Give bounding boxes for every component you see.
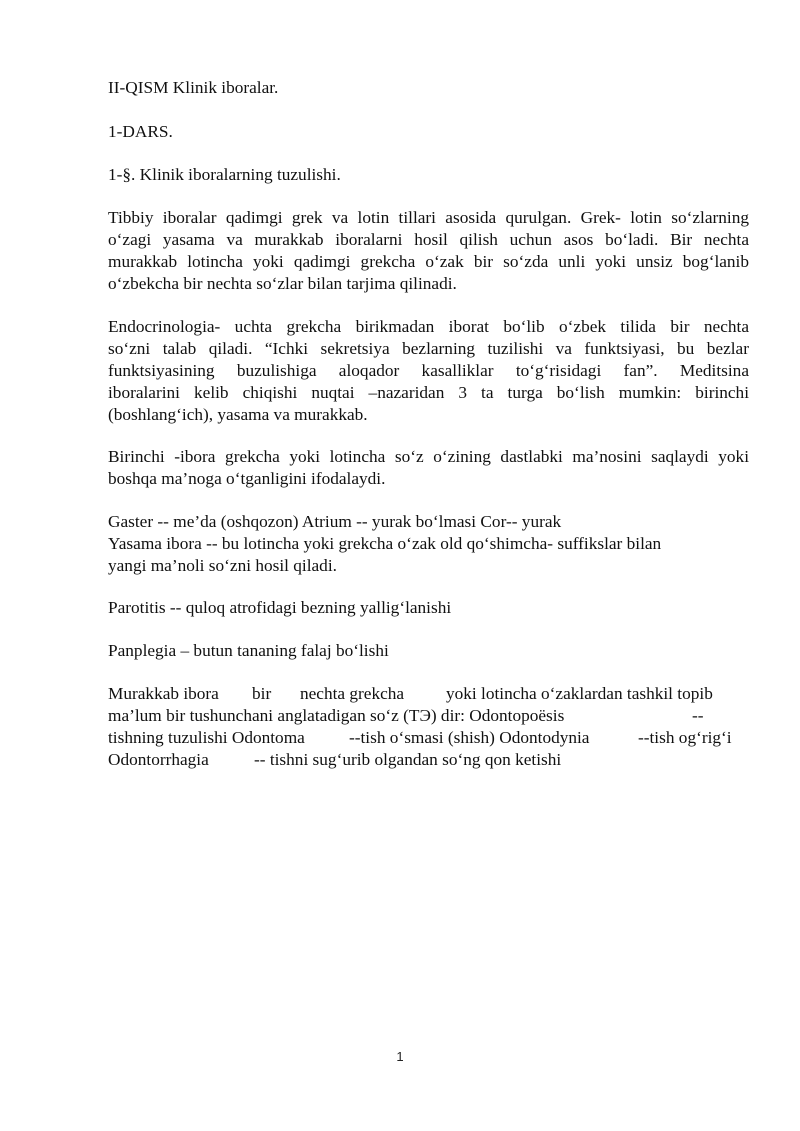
page-number: 1 [396, 1049, 404, 1064]
paragraph-line: (boshlang‘ich), yasama va murakkab. [108, 405, 368, 424]
lesson-title: 1-DARS. [108, 122, 173, 141]
text-fragment: bir [252, 684, 272, 703]
paragraph-5: Parotitis -- quloq atrofidagi bezning yallig‘lanishi [108, 598, 452, 617]
text-fragment: Odontorrhagia [108, 750, 209, 769]
paragraph-line: boshqa ma’noga o‘tganligini ifodalaydi. [108, 469, 386, 488]
paragraph-line: so‘zni talab qiladi. “Ichki sekretsiya bezlarning tuzilishi va funktsiyasi, bu bezlar [108, 339, 749, 358]
text-fragment: nechta grekcha [300, 684, 405, 703]
text-fragment: ma’lum bir tushunchani anglatadigan so‘z (TЭ) dir: Odontopoësis [108, 706, 565, 725]
text-fragment: --tish og‘rig‘i [638, 728, 732, 747]
paragraph-line: murakkab lotincha yoki qadimgi grekcha o‘zak bir so‘zda unli yoki unsiz bog‘lanib [108, 252, 749, 271]
text-fragment: -- [692, 706, 704, 725]
paragraph-2 [108, 316, 749, 426]
paragraph-line: o‘zagi yasama va murakkab iboralarni hosil qilish uchun asos bo‘ladi. Bir nechta [108, 230, 749, 249]
text-fragment: --tish o‘smasi (shish) Odontodynia [349, 728, 590, 747]
paragraph-line: Endocrinologia- uchta grekcha birikmadan iborat bo‘lib o‘zbek tilida bir nechta [108, 317, 749, 336]
paragraph-line: Gaster -- me’da (oshqozon) Atrium -- yurak bo‘lmasi Cor-- yurak [108, 512, 562, 531]
section-title: II-QISM Klinik iboralar. [108, 78, 279, 97]
paragraph-heading: 1-§. Klinik iboralarning tuzulishi. [108, 165, 341, 184]
paragraph-line: iboralarini kelib chiqishi nuqtai –nazaridan 3 ta turga bo‘lish mumkin: birinchi [108, 383, 749, 402]
text-fragment: Murakkab ibora [108, 684, 219, 703]
paragraph-line: Yasama ibora -- bu lotincha yoki grekcha o‘zak old qo‘shimcha- suffikslar bilan [108, 534, 662, 553]
paragraph-line: o‘zbekcha bir nechta so‘zlar bilan tarjima qilinadi. [108, 274, 457, 293]
paragraph-line: Tibbiy iboralar qadimgi grek va lotin tillari asosida qurulgan. Grek- lotin so‘zlarning [108, 208, 749, 227]
paragraph-line: Birinchi -ibora grekcha yoki lotincha so‘z o‘zining dastlabki ma’nosini saqlaydi yoki [108, 447, 749, 466]
text-fragment: -- tishni sug‘urib olgandan so‘ng qon ketishi [254, 750, 562, 769]
paragraph-3 [108, 446, 749, 490]
paragraph-line: funktsiyasining buzulishiga aloqador kasalliklar to‘g‘risidagi fan”. Meditsina [108, 361, 749, 380]
paragraph-1 [108, 207, 749, 295]
paragraph-line: yangi ma’noli so‘zni hosil qiladi. [108, 556, 337, 575]
text-fragment: tishning tuzulishi Odontoma [108, 728, 305, 747]
paragraph-4 [108, 511, 728, 577]
paragraph-6: Panplegia – butun tananing falaj bo‘lishi [108, 641, 389, 660]
text-fragment: yoki lotincha o‘zaklardan tashkil topib [446, 684, 713, 703]
